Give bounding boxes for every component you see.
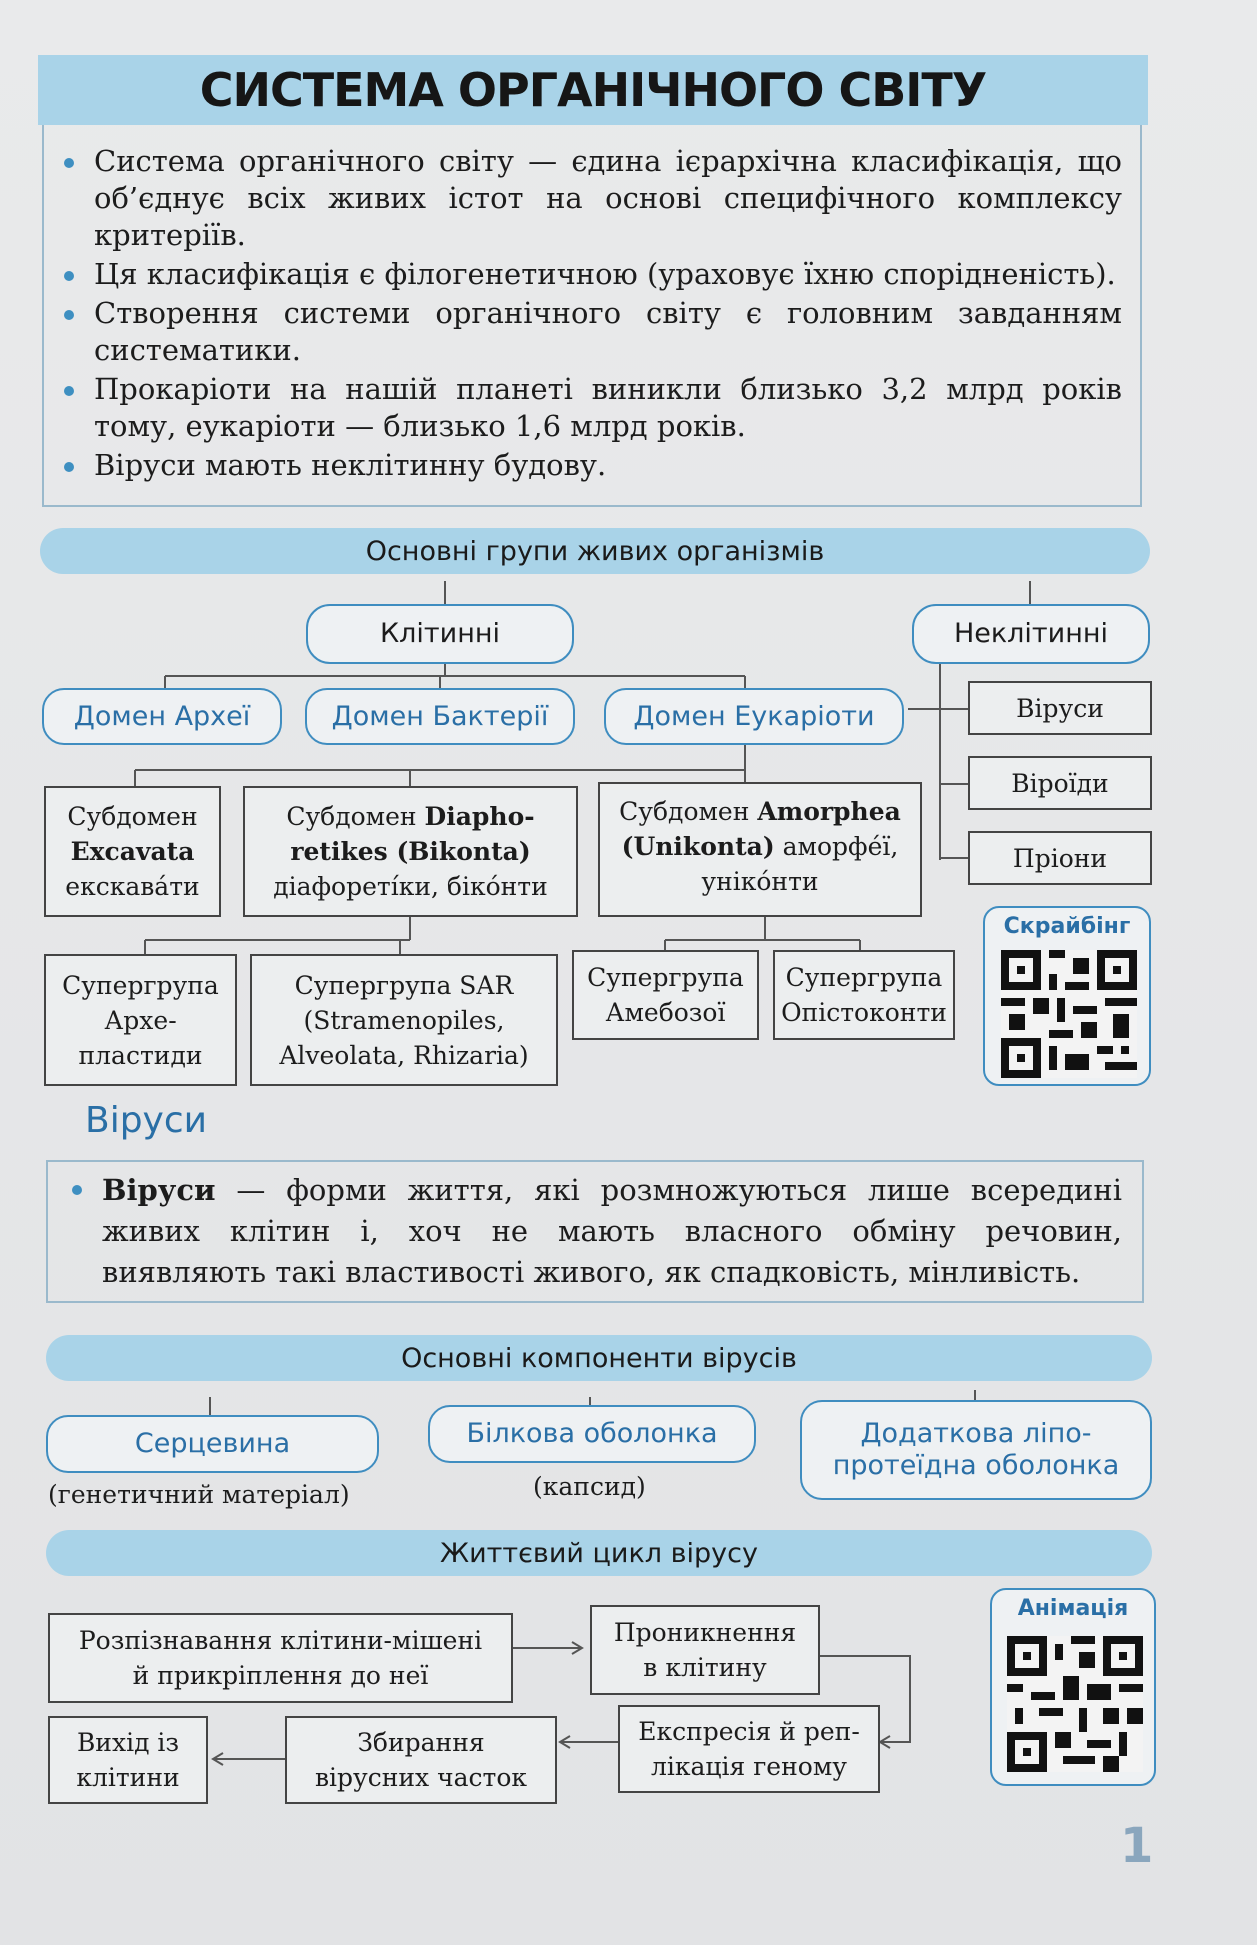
component-capsid: Білкова оболонка xyxy=(428,1405,756,1463)
step-line: лікація геному xyxy=(651,1752,847,1781)
supergroup-opisthokonta xyxy=(773,950,955,1040)
step-line: Розпізнавання клітини-мішені xyxy=(78,1626,483,1655)
viruses-definition-box xyxy=(46,1160,1144,1303)
subdomain-name-cont: retikes (Bikonta) xyxy=(290,837,531,866)
lifecycle-step-exit xyxy=(48,1716,208,1804)
qr-label: Анімація xyxy=(1017,1596,1129,1621)
groups-header: Основні групи живих організмів xyxy=(40,528,1150,574)
qr-code-icon xyxy=(1007,1636,1143,1772)
step-line: й прикріплення до неї xyxy=(132,1661,429,1690)
supergroup-line: (Stramenopiles, xyxy=(303,1005,505,1035)
qr-scribing[interactable] xyxy=(983,906,1151,1086)
viruses-term: Віруси xyxy=(102,1173,216,1207)
lifecycle-header: Життєвий цикл вірусу xyxy=(46,1530,1152,1576)
page-title: СИСТЕМА ОРГАНІЧНОГО СВІТУ xyxy=(199,63,987,117)
subdomain-prefix: Субдомен xyxy=(619,797,750,826)
noncellular-viroids: Віроїди xyxy=(968,756,1152,810)
qr-animation[interactable] xyxy=(990,1588,1156,1786)
supergroup-line: Супергрупа SAR xyxy=(294,970,514,1000)
step-line: Проникнення xyxy=(613,1618,797,1647)
supergroup-sar xyxy=(250,954,558,1086)
subdomain-name: Diapho- xyxy=(424,802,535,831)
supergroup-line: Архе- xyxy=(104,1005,177,1035)
qr-code-icon xyxy=(1001,950,1137,1078)
intro-item: Віруси мають неклітинну будову. xyxy=(94,447,1122,484)
domain-eukaryota: Домен Еукаріоти xyxy=(604,688,904,745)
subdomain-excavata xyxy=(44,786,221,917)
component-lipoprotein-line: Додаткова ліпо- xyxy=(860,1418,1092,1449)
viruses-definition-list xyxy=(48,1162,1142,1293)
viruses-def-text: — форми життя, які розмножуються лише всередині живих клітин і, хоч не мають власного обміну речовин, виявляють такі властивості живого, як спадковість, мінливість. xyxy=(102,1173,1122,1289)
subdomain-name: Excavata xyxy=(70,837,195,866)
supergroup-archaeplastida xyxy=(44,954,237,1086)
subdomain-diaphoretikes xyxy=(243,786,578,917)
component-core-note: (генетичний матеріал) xyxy=(48,1480,350,1509)
lifecycle-step-penetration xyxy=(590,1605,820,1695)
supergroup-amoebozoa xyxy=(572,950,759,1040)
domain-archaea: Домен Археї xyxy=(42,688,282,745)
subdomain-name: Amorphea xyxy=(757,797,901,826)
component-capsid-note: (капсид) xyxy=(533,1472,646,1501)
subdomain-note: аморфéї, xyxy=(782,832,899,861)
step-line: Вихід із xyxy=(76,1728,180,1757)
component-core: Серцевина xyxy=(46,1415,379,1473)
component-lipoprotein xyxy=(800,1400,1152,1500)
subdomain-prefix: Субдомен xyxy=(67,802,198,831)
viruses-title: Віруси xyxy=(85,1100,208,1141)
intro-item: Система органічного світу — єдина ієрархічна класифікація, що об’єднує всіх живих істот на основі специфічного комплексу критеріїв. xyxy=(94,144,1122,252)
supergroup-line: Супергрупа xyxy=(62,970,219,1000)
subdomain-prefix: Субдомен xyxy=(286,802,417,831)
cellular-box: Клітинні xyxy=(306,604,574,664)
domain-bacteria: Домен Бактерії xyxy=(305,688,575,745)
supergroup-line: Опістоконти xyxy=(781,998,947,1027)
intro-item: Прокаріоти на нашій планеті виникли близько 3,2 млрд років тому, еукаріоти — близько 1,6 млрд років. xyxy=(94,372,1122,443)
step-line: в клітину xyxy=(643,1653,767,1682)
supergroup-line: Супергрупа xyxy=(785,963,943,992)
intro-item: Ця класифікація є філогенетичною (ураховує їхню спорідненість). xyxy=(94,256,1122,293)
intro-item: Створення системи органічного світу є головним завданням систематики. xyxy=(94,296,1122,367)
page-number: 1 xyxy=(1120,1818,1154,1874)
component-lipoprotein-line: протеїдна оболонка xyxy=(832,1450,1120,1481)
subdomain-note: діафоретíки, бікóнти xyxy=(273,872,548,901)
subdomain-note: екскавáти xyxy=(65,872,200,901)
subdomain-amorphea xyxy=(598,782,922,917)
noncellular-box: Неклітинні xyxy=(912,604,1150,664)
qr-label: Скрайбінг xyxy=(1003,914,1131,939)
viruses-definition xyxy=(102,1170,1122,1293)
lifecycle-step-recognition xyxy=(48,1613,513,1703)
step-line: вірусних часток xyxy=(314,1763,528,1792)
supergroup-line: Супергрупа xyxy=(587,963,744,992)
subdomain-name-cont: (Unikonta) xyxy=(621,832,775,861)
subdomain-note-cont: унікóнти xyxy=(701,867,819,896)
lifecycle-step-replication xyxy=(618,1705,880,1793)
step-line: Збирання xyxy=(357,1728,485,1757)
step-line: Експресія й реп- xyxy=(638,1717,860,1746)
supergroup-line: Амебозої xyxy=(605,998,726,1027)
lifecycle-step-assembly xyxy=(285,1716,557,1804)
components-header: Основні компоненти вірусів xyxy=(46,1335,1152,1381)
supergroup-line: Alveolata, Rhizaria) xyxy=(279,1040,529,1070)
noncellular-prions: Пріони xyxy=(968,831,1152,885)
noncellular-viruses: Віруси xyxy=(968,681,1152,735)
step-line: клітини xyxy=(76,1763,180,1792)
supergroup-line: пластиди xyxy=(78,1040,203,1070)
